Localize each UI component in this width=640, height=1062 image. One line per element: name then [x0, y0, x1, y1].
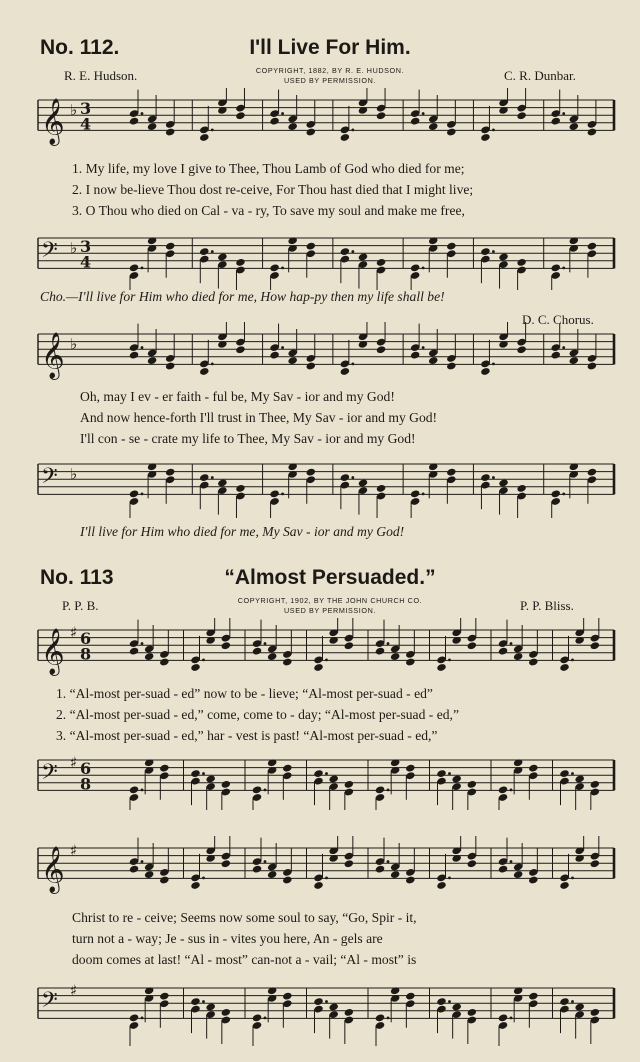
hymn-title-2: “Almost Persuaded.” — [224, 566, 436, 589]
note-head — [467, 641, 477, 650]
staff-system-1-bass — [30, 226, 630, 290]
note-head — [159, 876, 169, 885]
dot-mark — [422, 112, 425, 115]
treble-clef-icon: 𝄞 — [41, 628, 65, 675]
bass-clef-icon: 𝄢 — [41, 237, 58, 268]
note-head — [550, 263, 560, 272]
note-head — [340, 247, 350, 256]
hymn-number: No. 112. — [40, 36, 120, 59]
copyright-2-line-2: USED BY PERMISSION. — [284, 606, 376, 615]
dot-mark — [571, 658, 574, 661]
note-head — [313, 881, 323, 890]
note-head — [516, 484, 526, 493]
note-head — [513, 870, 523, 879]
note-head — [221, 641, 231, 650]
note-head — [428, 356, 438, 365]
note-head — [129, 263, 139, 272]
time-signature-bottom: 8 — [80, 774, 92, 794]
dot-mark — [141, 112, 144, 115]
dot-mark — [562, 266, 565, 269]
time-signature-top: 6 — [80, 759, 92, 779]
note-head — [390, 870, 400, 879]
note-head — [436, 769, 446, 778]
note-head — [344, 780, 354, 789]
verse-line-1: 1. My life, my love I give to Thee, Thou Lamb of God who died for me; — [72, 161, 465, 176]
note-head — [159, 764, 169, 773]
dot-mark — [422, 346, 425, 349]
note-head — [569, 122, 579, 131]
note-head — [306, 128, 316, 137]
staff-system-1-treble — [30, 88, 630, 148]
verse3-line-1: Christ to re - ceive; Seems now some soul to say, “Go, Spir - it, — [72, 910, 417, 925]
note-head — [190, 881, 200, 890]
dot-mark — [351, 128, 354, 131]
note-head — [267, 652, 277, 661]
dot-mark — [492, 128, 495, 131]
note-head — [252, 865, 262, 874]
note-head — [590, 780, 600, 789]
note-head — [159, 658, 169, 667]
dot-mark — [571, 772, 574, 775]
note-head — [199, 473, 209, 482]
note-head — [199, 133, 209, 142]
time-signature-bottom: 4 — [80, 114, 92, 134]
note-head — [328, 1002, 338, 1011]
dot-mark — [211, 250, 214, 253]
dot-mark — [264, 642, 267, 645]
dot-mark — [141, 642, 144, 645]
note-head — [528, 992, 538, 1001]
note-head — [306, 242, 316, 251]
note-head — [375, 647, 385, 656]
note-head — [446, 242, 456, 251]
dot-mark — [562, 112, 565, 115]
dot-mark — [562, 346, 565, 349]
note-head — [446, 362, 456, 371]
bass-clef-icon: 𝄢 — [41, 463, 58, 494]
note-head — [313, 997, 323, 1006]
note-head — [147, 122, 157, 131]
verse-line-2: 2. I now be-lieve Thou dost re-ceive, For Thou hast died that I might live; — [72, 182, 474, 197]
dot-mark — [202, 1000, 205, 1003]
dot-mark — [351, 362, 354, 365]
note-head — [405, 876, 415, 885]
note-head — [405, 658, 415, 667]
note-head — [358, 478, 368, 487]
note-head — [217, 478, 227, 487]
composer-left-2: P. P. B. — [62, 598, 99, 613]
note-head — [235, 111, 245, 120]
note-head — [205, 774, 215, 783]
note-head — [376, 258, 386, 267]
note-head — [282, 992, 292, 1001]
note-head — [269, 351, 279, 360]
note-head — [550, 489, 560, 498]
note-head — [199, 247, 209, 256]
dot-mark — [562, 492, 565, 495]
note-head — [205, 1002, 215, 1011]
dot-mark — [448, 772, 451, 775]
note-head — [165, 128, 175, 137]
note-head — [451, 1002, 461, 1011]
note-head — [428, 122, 438, 131]
dot-mark — [492, 250, 495, 253]
treble-clef-icon: 𝄞 — [41, 332, 65, 379]
treble-clef-icon: 𝄞 — [41, 846, 65, 893]
staff-system-4-treble — [30, 836, 630, 900]
note-head — [129, 785, 139, 794]
note-head — [480, 247, 490, 256]
note-head — [480, 133, 490, 142]
verse2-line-3: 3. “Al-most per-suad - ed,” har - vest is past! “Al-most per-suad - ed,” — [56, 728, 438, 743]
bass-lyric-line: I'll live for Him who died for me, My Sav - ior and my God! — [80, 524, 405, 539]
note-head — [590, 859, 600, 868]
flat-sign-icon: ♭ — [70, 239, 78, 258]
dot-mark — [510, 860, 513, 863]
note-head — [559, 997, 569, 1006]
note-head — [513, 652, 523, 661]
dot-mark — [264, 1016, 267, 1019]
note-head — [159, 992, 169, 1001]
dot-mark — [202, 772, 205, 775]
dot-mark — [510, 1016, 513, 1019]
note-head — [344, 641, 354, 650]
note-head — [467, 859, 477, 868]
note-head — [410, 117, 420, 126]
dot-mark — [264, 788, 267, 791]
note-head — [574, 1002, 584, 1011]
dot-mark — [325, 1000, 328, 1003]
time-signature-bottom: 8 — [80, 644, 92, 664]
note-head — [165, 468, 175, 477]
note-head — [498, 1013, 508, 1022]
note-head — [129, 489, 139, 498]
note-head — [190, 769, 200, 778]
note-head — [559, 769, 569, 778]
verse2-line-1: 1. “Al-most per-suad - ed” now to be - lieve; “Al-most per-suad - ed” — [56, 686, 433, 701]
dot-mark — [281, 266, 284, 269]
bass-clef-icon: 𝄢 — [41, 987, 58, 1018]
note-head — [516, 111, 526, 120]
dot-mark — [281, 112, 284, 115]
note-head — [267, 870, 277, 879]
note-head — [144, 652, 154, 661]
dot-mark — [422, 266, 425, 269]
dot-mark — [264, 860, 267, 863]
note-head — [528, 876, 538, 885]
note-head — [147, 356, 157, 365]
time-signature-top: 3 — [80, 99, 92, 119]
note-head — [516, 345, 526, 354]
dot-mark — [492, 362, 495, 365]
note-head — [235, 258, 245, 267]
note-head — [498, 252, 508, 261]
staff-system-2-bass — [30, 452, 630, 518]
note-head — [306, 362, 316, 371]
copyright-line-2: USED BY PERMISSION. — [284, 76, 376, 85]
dc-chorus-label: D. C. Chorus. — [522, 312, 594, 327]
dot-mark — [281, 346, 284, 349]
dot-mark — [492, 476, 495, 479]
note-head — [328, 774, 338, 783]
note-head — [498, 647, 508, 656]
note-head — [235, 484, 245, 493]
hymn-number-2: No. 113 — [40, 566, 114, 589]
note-head — [340, 367, 350, 376]
note-head — [144, 870, 154, 879]
note-head — [217, 252, 227, 261]
note-head — [376, 484, 386, 493]
dot-mark — [141, 1016, 144, 1019]
note-head — [129, 647, 139, 656]
dot-mark — [141, 860, 144, 863]
dot-mark — [387, 860, 390, 863]
dot-mark — [571, 876, 574, 879]
verse2-line-2: 2. “Al-most per-suad - ed,” come, come to - day; “Al-most per-suad - ed,” — [56, 707, 459, 722]
note-head — [190, 663, 200, 672]
note-head — [480, 367, 490, 376]
note-head — [590, 641, 600, 650]
dot-mark — [325, 876, 328, 879]
bass-clef-icon: 𝄢 — [41, 759, 58, 790]
note-head — [129, 117, 139, 126]
note-head — [252, 1013, 262, 1022]
note-head — [559, 663, 569, 672]
note-head — [480, 473, 490, 482]
verse3-line-2: turn not a - way; Je - sus in - vites you here, An - gels are — [72, 931, 383, 946]
dot-mark — [351, 250, 354, 253]
note-head — [252, 785, 262, 794]
note-head — [550, 117, 560, 126]
refrain-line-2: And now hence-forth I'll trust in Thee, My Sav - ior and my God! — [80, 410, 438, 425]
note-head — [390, 652, 400, 661]
dot-mark — [387, 642, 390, 645]
note-head — [287, 122, 297, 131]
note-head — [498, 865, 508, 874]
note-head — [340, 473, 350, 482]
dot-mark — [281, 492, 284, 495]
copyright-line-1: COPYRIGHT, 1882, BY R. E. HUDSON. — [255, 66, 405, 75]
note-head — [376, 111, 386, 120]
note-head — [282, 876, 292, 885]
note-head — [436, 881, 446, 890]
note-head — [436, 997, 446, 1006]
note-head — [129, 1013, 139, 1022]
dot-mark — [510, 788, 513, 791]
hymn-title: I'll Live For Him. — [249, 36, 411, 59]
note-head — [282, 658, 292, 667]
dot-mark — [202, 876, 205, 879]
composer-right: C. R. Dunbar. — [504, 68, 576, 83]
verse-line-3: 3. O Thou who died on Cal - va - ry, To save my soul and make me free, — [72, 203, 465, 218]
refrain-line-1: Oh, may I ev - er faith - ful be, My Sav - ior and my God! — [80, 389, 395, 404]
dot-mark — [448, 1000, 451, 1003]
dot-mark — [141, 492, 144, 495]
note-head — [340, 133, 350, 142]
flat-sign-icon: ♭ — [70, 465, 78, 484]
note-head — [590, 1008, 600, 1017]
note-head — [344, 1008, 354, 1017]
note-head — [574, 774, 584, 783]
note-head — [306, 468, 316, 477]
note-head — [190, 997, 200, 1006]
composer-right-2: P. P. Bliss. — [520, 598, 574, 613]
note-head — [358, 252, 368, 261]
note-head — [375, 865, 385, 874]
note-head — [313, 663, 323, 672]
dot-mark — [448, 876, 451, 879]
note-head — [405, 764, 415, 773]
note-head — [282, 764, 292, 773]
note-head — [221, 1008, 231, 1017]
note-head — [587, 468, 597, 477]
sharp-sign-icon: ♯ — [70, 981, 78, 1000]
staff-system-3-treble — [30, 618, 630, 680]
staff-system-3-bass — [30, 748, 630, 810]
note-head — [446, 468, 456, 477]
note-head — [269, 489, 279, 498]
dot-mark — [510, 642, 513, 645]
dot-mark — [325, 772, 328, 775]
note-head — [467, 780, 477, 789]
note-head — [235, 345, 245, 354]
note-head — [221, 780, 231, 789]
note-head — [587, 242, 597, 251]
note-head — [410, 351, 420, 360]
sharp-sign-icon: ♯ — [70, 753, 78, 772]
note-head — [129, 351, 139, 360]
note-head — [436, 663, 446, 672]
staff-system-2-treble — [30, 322, 630, 386]
sharp-sign-icon: ♯ — [70, 623, 78, 642]
flat-sign-icon: ♭ — [70, 335, 78, 354]
dot-mark — [202, 658, 205, 661]
dot-mark — [422, 492, 425, 495]
note-head — [559, 881, 569, 890]
note-head — [498, 478, 508, 487]
note-head — [446, 128, 456, 137]
note-head — [410, 263, 420, 272]
dot-mark — [211, 476, 214, 479]
note-head — [451, 774, 461, 783]
note-head — [129, 865, 139, 874]
copyright-2 — [200, 596, 460, 616]
time-signature-top: 6 — [80, 629, 92, 649]
dot-mark — [448, 658, 451, 661]
note-head — [528, 764, 538, 773]
note-head — [344, 859, 354, 868]
dot-mark — [571, 1000, 574, 1003]
note-head — [405, 992, 415, 1001]
note-head — [269, 263, 279, 272]
note-head — [587, 362, 597, 371]
note-head — [376, 345, 386, 354]
note-head — [221, 859, 231, 868]
note-head — [375, 785, 385, 794]
composer-left: R. E. Hudson. — [64, 68, 138, 83]
dot-mark — [387, 788, 390, 791]
note-head — [165, 242, 175, 251]
dot-mark — [211, 128, 214, 131]
chorus-line: Cho.—I'll live for Him who died for me, How hap-py then my life shall be! — [40, 289, 445, 304]
dot-mark — [141, 346, 144, 349]
note-head — [269, 117, 279, 126]
time-signature-bottom: 4 — [80, 252, 92, 272]
time-signature-top: 3 — [80, 237, 92, 257]
note-head — [569, 356, 579, 365]
dot-mark — [211, 362, 214, 365]
dot-mark — [387, 1016, 390, 1019]
dot-mark — [141, 266, 144, 269]
note-head — [587, 128, 597, 137]
sharp-sign-icon: ♯ — [70, 841, 78, 860]
flat-sign-icon: ♭ — [70, 101, 78, 120]
note-head — [467, 1008, 477, 1017]
note-head — [516, 258, 526, 267]
copyright-2-line-1: COPYRIGHT, 1902, BY THE JOHN CHURCH CO. — [237, 596, 423, 605]
dot-mark — [351, 476, 354, 479]
treble-clef-icon: 𝄞 — [41, 98, 65, 145]
staff-system-4-bass — [30, 976, 630, 1046]
note-head — [287, 356, 297, 365]
refrain-line-3: I'll con - se - crate my life to Thee, My Sav - ior and my God! — [80, 431, 416, 446]
note-head — [410, 489, 420, 498]
note-head — [550, 351, 560, 360]
note-head — [528, 658, 538, 667]
note-head — [313, 769, 323, 778]
verse3-line-3: doom comes at last! “Al - most” can-not a - vail; “Al - most” is — [72, 952, 417, 967]
note-head — [498, 785, 508, 794]
note-head — [165, 362, 175, 371]
dot-mark — [141, 788, 144, 791]
note-head — [199, 367, 209, 376]
dot-mark — [325, 658, 328, 661]
note-head — [375, 1013, 385, 1022]
note-head — [252, 647, 262, 656]
copyright — [200, 66, 460, 86]
